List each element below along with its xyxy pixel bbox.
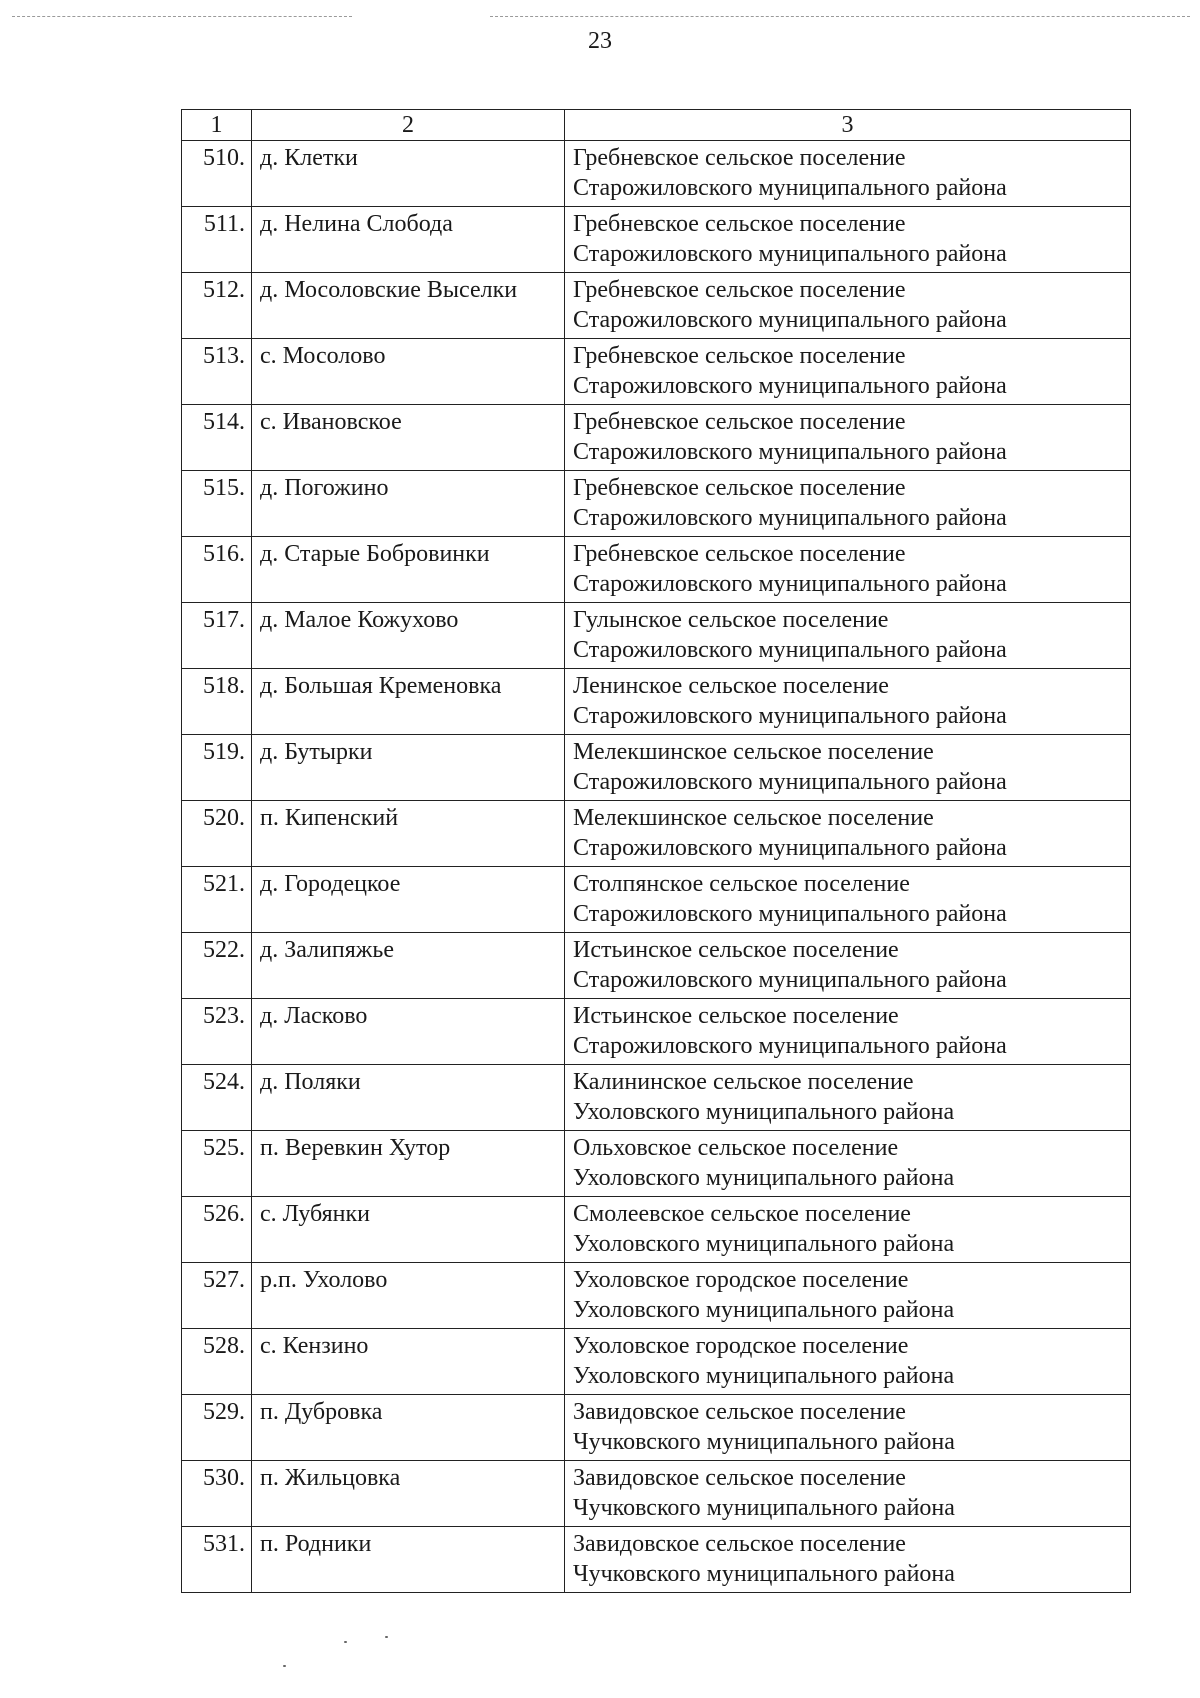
municipality-cell bbox=[565, 1461, 1131, 1527]
table-row bbox=[182, 1527, 1131, 1593]
table-row bbox=[182, 207, 1131, 273]
row-number: 511. bbox=[182, 207, 252, 273]
municipality-cell bbox=[565, 1197, 1131, 1263]
table-row bbox=[182, 999, 1131, 1065]
settlement-municipality: Завидовское сельское поселение bbox=[573, 1399, 906, 1425]
settlement-name: с. Лубянки bbox=[252, 1197, 565, 1263]
district-name: Старожиловского муниципального района bbox=[573, 967, 1007, 993]
municipality-cell bbox=[565, 669, 1131, 735]
settlement-name: д. Старые Бобровинки bbox=[252, 537, 565, 603]
settlement-name: п. Жильцовка bbox=[252, 1461, 565, 1527]
table-row bbox=[182, 273, 1131, 339]
district-name: Старожиловского муниципального района bbox=[573, 901, 1007, 927]
row-number: 512. bbox=[182, 273, 252, 339]
table-row bbox=[182, 141, 1131, 207]
row-number: 520. bbox=[182, 801, 252, 867]
table-row bbox=[182, 1197, 1131, 1263]
settlement-municipality: Калининское сельское поселение bbox=[573, 1069, 914, 1095]
municipality-cell bbox=[565, 1263, 1131, 1329]
row-number: 514. bbox=[182, 405, 252, 471]
settlements-table bbox=[181, 109, 1131, 1593]
settlement-name: п. Дубровка bbox=[252, 1395, 565, 1461]
column-header-settlement: 2 bbox=[252, 110, 565, 141]
row-number: 526. bbox=[182, 1197, 252, 1263]
municipality-cell bbox=[565, 603, 1131, 669]
row-number: 531. bbox=[182, 1527, 252, 1593]
settlement-name: п. Веревкин Хутор bbox=[252, 1131, 565, 1197]
settlement-municipality: Истьинское сельское поселение bbox=[573, 1003, 899, 1029]
settlement-name: д. Клетки bbox=[252, 141, 565, 207]
municipality-cell bbox=[565, 471, 1131, 537]
settlement-municipality: Ухоловское городское поселение bbox=[573, 1333, 909, 1359]
district-name: Чучковского муниципального района bbox=[573, 1561, 955, 1587]
table-row bbox=[182, 801, 1131, 867]
page-number: 23 bbox=[588, 28, 612, 54]
municipality-cell bbox=[565, 339, 1131, 405]
district-name: Ухоловского муниципального района bbox=[573, 1099, 955, 1125]
scan-speck bbox=[344, 1641, 347, 1643]
row-number: 522. bbox=[182, 933, 252, 999]
district-name: Ухоловского муниципального района bbox=[573, 1297, 955, 1323]
scan-speck bbox=[283, 1665, 286, 1667]
table-row bbox=[182, 405, 1131, 471]
settlement-municipality: Завидовское сельское поселение bbox=[573, 1465, 906, 1491]
row-number: 510. bbox=[182, 141, 252, 207]
settlement-name: д. Большая Кременовка bbox=[252, 669, 565, 735]
table-header-row bbox=[182, 110, 1131, 141]
district-name: Чучковского муниципального района bbox=[573, 1495, 955, 1521]
settlement-name: с. Кензино bbox=[252, 1329, 565, 1395]
settlement-municipality: Гулынское сельское поселение bbox=[573, 607, 889, 633]
row-number: 521. bbox=[182, 867, 252, 933]
district-name: Старожиловского муниципального района bbox=[573, 241, 1007, 267]
settlement-municipality: Гребневское сельское поселение bbox=[573, 475, 906, 501]
district-name: Старожиловского муниципального района bbox=[573, 439, 1007, 465]
settlement-name: д. Нелина Слобода bbox=[252, 207, 565, 273]
district-name: Старожиловского муниципального района bbox=[573, 175, 1007, 201]
settlement-municipality: Гребневское сельское поселение bbox=[573, 409, 906, 435]
row-number: 518. bbox=[182, 669, 252, 735]
district-name: Старожиловского муниципального района bbox=[573, 505, 1007, 531]
settlement-name: д. Поляки bbox=[252, 1065, 565, 1131]
district-name: Ухоловского муниципального района bbox=[573, 1165, 955, 1191]
table-row bbox=[182, 471, 1131, 537]
column-header-municipality: 3 bbox=[565, 110, 1131, 141]
column-header-number: 1 bbox=[182, 110, 252, 141]
table-row bbox=[182, 1395, 1131, 1461]
settlement-name: д. Бутырки bbox=[252, 735, 565, 801]
settlement-municipality: Ленинское сельское поселение bbox=[573, 673, 889, 699]
table-row bbox=[182, 1131, 1131, 1197]
row-number: 517. bbox=[182, 603, 252, 669]
settlement-municipality: Гребневское сельское поселение bbox=[573, 277, 906, 303]
settlement-municipality: Смолеевское сельское поселение bbox=[573, 1201, 911, 1227]
settlement-municipality: Истьинское сельское поселение bbox=[573, 937, 899, 963]
settlement-name: р.п. Ухолово bbox=[252, 1263, 565, 1329]
settlement-name: д. Ласково bbox=[252, 999, 565, 1065]
table-row bbox=[182, 537, 1131, 603]
table-row bbox=[182, 669, 1131, 735]
settlement-name: п. Кипенский bbox=[252, 801, 565, 867]
table-row bbox=[182, 603, 1131, 669]
district-name: Старожиловского муниципального района bbox=[573, 703, 1007, 729]
municipality-cell bbox=[565, 273, 1131, 339]
settlement-name: п. Родники bbox=[252, 1527, 565, 1593]
row-number: 515. bbox=[182, 471, 252, 537]
municipality-cell bbox=[565, 801, 1131, 867]
settlement-name: д. Городецкое bbox=[252, 867, 565, 933]
district-name: Старожиловского муниципального района bbox=[573, 835, 1007, 861]
district-name: Старожиловского муниципального района bbox=[573, 769, 1007, 795]
settlement-municipality: Гребневское сельское поселение bbox=[573, 211, 906, 237]
table-row bbox=[182, 735, 1131, 801]
row-number: 529. bbox=[182, 1395, 252, 1461]
municipality-cell bbox=[565, 537, 1131, 603]
district-name: Старожиловского муниципального района bbox=[573, 307, 1007, 333]
scan-artifact-line bbox=[490, 16, 1190, 17]
municipality-cell bbox=[565, 1329, 1131, 1395]
settlement-municipality: Мелекшинское сельское поселение bbox=[573, 805, 934, 831]
table-row bbox=[182, 1329, 1131, 1395]
settlement-name: с. Мосолово bbox=[252, 339, 565, 405]
table-row bbox=[182, 933, 1131, 999]
district-name: Старожиловского муниципального района bbox=[573, 571, 1007, 597]
municipality-cell bbox=[565, 1131, 1131, 1197]
municipality-cell bbox=[565, 141, 1131, 207]
settlement-municipality: Ухоловское городское поселение bbox=[573, 1267, 909, 1293]
row-number: 516. bbox=[182, 537, 252, 603]
row-number: 524. bbox=[182, 1065, 252, 1131]
scan-artifact-line bbox=[12, 16, 352, 17]
row-number: 519. bbox=[182, 735, 252, 801]
settlement-municipality: Гребневское сельское поселение bbox=[573, 541, 906, 567]
municipality-cell bbox=[565, 999, 1131, 1065]
district-name: Чучковского муниципального района bbox=[573, 1429, 955, 1455]
settlement-municipality: Ольховское сельское поселение bbox=[573, 1135, 899, 1161]
municipality-cell bbox=[565, 1395, 1131, 1461]
table-row bbox=[182, 1263, 1131, 1329]
settlement-municipality: Столпянское сельское поселение bbox=[573, 871, 910, 897]
settlement-municipality: Гребневское сельское поселение bbox=[573, 343, 906, 369]
settlement-name: с. Ивановское bbox=[252, 405, 565, 471]
table-row bbox=[182, 1065, 1131, 1131]
table-row bbox=[182, 339, 1131, 405]
district-name: Старожиловского муниципального района bbox=[573, 1033, 1007, 1059]
district-name: Старожиловского муниципального района bbox=[573, 373, 1007, 399]
settlement-municipality: Мелекшинское сельское поселение bbox=[573, 739, 934, 765]
row-number: 523. bbox=[182, 999, 252, 1065]
district-name: Ухоловского муниципального района bbox=[573, 1231, 955, 1257]
row-number: 530. bbox=[182, 1461, 252, 1527]
settlement-name: д. Малое Кожухово bbox=[252, 603, 565, 669]
table-row bbox=[182, 867, 1131, 933]
settlement-name: д. Залипяжье bbox=[252, 933, 565, 999]
municipality-cell bbox=[565, 1065, 1131, 1131]
settlement-municipality: Гребневское сельское поселение bbox=[573, 145, 906, 171]
row-number: 513. bbox=[182, 339, 252, 405]
settlement-municipality: Завидовское сельское поселение bbox=[573, 1531, 906, 1557]
municipality-cell bbox=[565, 1527, 1131, 1593]
scan-speck bbox=[385, 1636, 388, 1638]
municipality-cell bbox=[565, 867, 1131, 933]
row-number: 525. bbox=[182, 1131, 252, 1197]
municipality-cell bbox=[565, 933, 1131, 999]
table-row bbox=[182, 1461, 1131, 1527]
row-number: 527. bbox=[182, 1263, 252, 1329]
municipality-cell bbox=[565, 735, 1131, 801]
settlement-name: д. Погожино bbox=[252, 471, 565, 537]
district-name: Ухоловского муниципального района bbox=[573, 1363, 955, 1389]
settlement-name: д. Мосоловские Выселки bbox=[252, 273, 565, 339]
municipality-cell bbox=[565, 405, 1131, 471]
row-number: 528. bbox=[182, 1329, 252, 1395]
municipality-cell bbox=[565, 207, 1131, 273]
district-name: Старожиловского муниципального района bbox=[573, 637, 1007, 663]
